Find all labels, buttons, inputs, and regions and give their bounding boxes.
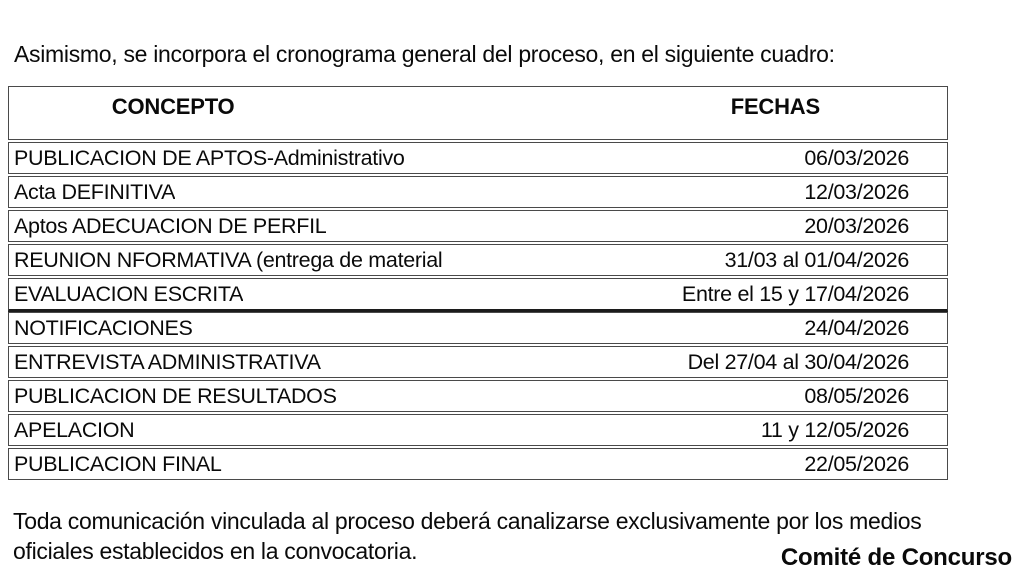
concept-cell: REUNION NFORMATIVA (entrega de material — [14, 247, 443, 272]
date-cell: 20/03/2026 — [804, 213, 909, 238]
table-row — [8, 312, 948, 344]
date-cell: Entre el 15 y 17/04/2026 — [681, 281, 909, 306]
concept-cell: ENTREVISTA ADMINISTRATIVA — [14, 349, 321, 374]
concept-cell: APELACION — [14, 417, 135, 442]
signature-committee: Comité de Concurso — [780, 544, 1012, 571]
concept-cell: Acta DEFINITIVA — [14, 179, 176, 204]
concept-cell: NOTIFICACIONES — [14, 315, 193, 340]
table-row — [8, 380, 948, 412]
dates-column-header: FECHAS — [730, 94, 820, 119]
concept-cell: PUBLICACION DE APTOS-Administrativo — [14, 145, 405, 170]
date-cell: Del 27/04 al 30/04/2026 — [687, 349, 909, 374]
table-header-row — [8, 86, 948, 140]
schedule-table — [8, 86, 948, 482]
concept-cell: PUBLICACION FINAL — [14, 451, 222, 476]
concept-cell: EVALUACION ESCRITA — [14, 281, 244, 306]
date-cell: 08/05/2026 — [804, 383, 909, 408]
table-row — [8, 346, 948, 378]
date-cell: 22/05/2026 — [804, 451, 909, 476]
table-rows — [8, 142, 948, 480]
table-row — [8, 244, 948, 276]
date-cell: 12/03/2026 — [804, 179, 909, 204]
concept-column-header: CONCEPTO — [111, 94, 235, 119]
date-cell: 11 y 12/05/2026 — [760, 417, 909, 442]
table-row — [8, 414, 948, 446]
concept-cell: Aptos ADECUACION DE PERFIL — [14, 213, 327, 238]
date-cell: 31/03 al 01/04/2026 — [724, 247, 909, 272]
table-row — [8, 142, 948, 174]
date-cell: 24/04/2026 — [804, 315, 909, 340]
date-cell: 06/03/2026 — [804, 145, 909, 170]
footer-note: Toda comunicación vinculada al proceso deberá canalizarse exclusivamente por los medios oficiales establecidos en la convocatoria. — [13, 508, 922, 564]
table-row — [8, 176, 948, 208]
table-row — [8, 210, 948, 242]
table-row — [8, 448, 948, 480]
intro-paragraph: Asimismo, se incorpora el cronograma general del proceso, en el siguiente cuadro: — [14, 41, 835, 67]
table-row — [8, 278, 948, 312]
concept-cell: PUBLICACION DE RESULTADOS — [14, 383, 337, 408]
